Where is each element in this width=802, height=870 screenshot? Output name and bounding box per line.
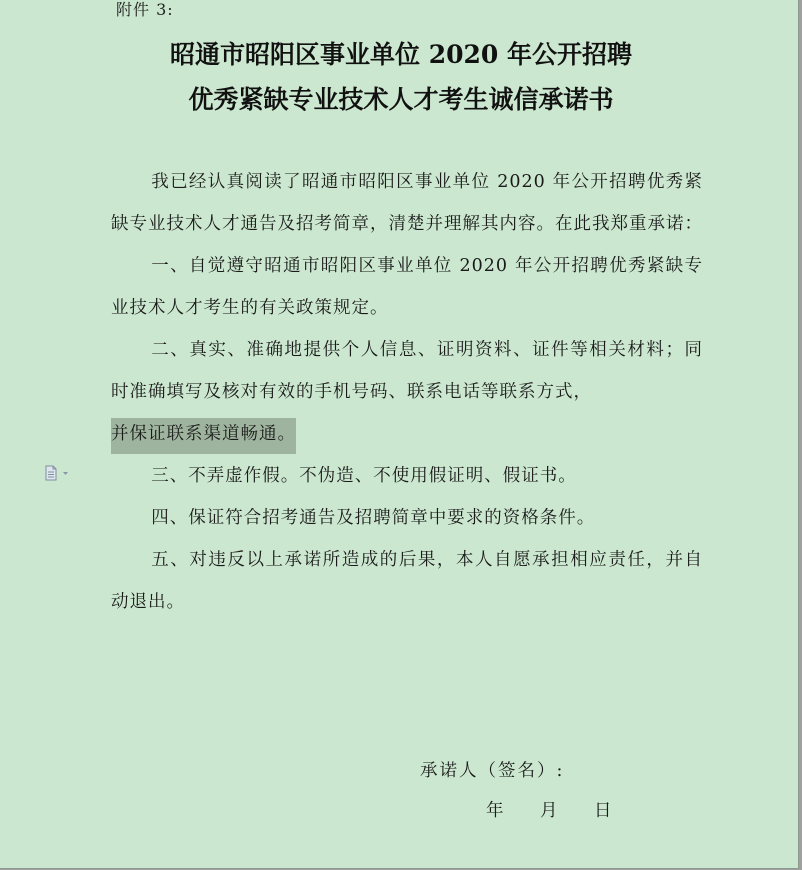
document-body <box>111 161 703 623</box>
document-title-line-2: 优秀紧缺专业技术人才考生诚信承诺书 <box>188 85 614 114</box>
paragraph-intro: 我已经认真阅读了昭通市昭阳区事业单位 2020 年公开招聘优秀紧缺专业技术人才通告及招考简章，清楚并理解其内容。在此我郑重承诺： <box>111 172 703 234</box>
paragraph-item-1: 一、自觉遵守昭通市昭阳区事业单位 2020 年公开招聘优秀紧缺专业技术人才考生的有关政策规定。 <box>111 256 703 318</box>
selected-text[interactable]: 并保证联系渠道畅通。 <box>111 418 296 454</box>
document-title-line-1: 昭通市昭阳区事业单位 2020 年公开招聘 <box>170 40 632 69</box>
paragraph-item-5: 五、对违反以上承诺所造成的后果，本人自愿承担相应责任，并自动退出。 <box>111 550 703 612</box>
date-day: 日 <box>594 801 612 821</box>
paragraph-item-2 <box>111 329 703 455</box>
paragraph-item-3: 三、不弄虚作假。不伪造、不使用假证明、假证书。 <box>151 466 577 486</box>
paragraph-item-2-text: 二、真实、准确地提供个人信息、证明资料、证件等相关材料；同时准确填写及核对有效的手机号码、联系电话等联系方式， <box>111 340 703 402</box>
paragraph-options-icon[interactable] <box>44 465 72 481</box>
date-row <box>486 797 648 825</box>
paragraph-item-4: 四、保证符合招考通告及招聘简章中要求的资格条件。 <box>151 508 596 528</box>
date-year: 年 <box>486 801 504 821</box>
date-month: 月 <box>540 801 558 821</box>
signer-label: 承诺人（签名）: <box>420 761 565 781</box>
attachment-label: 附件 3: <box>116 0 174 19</box>
